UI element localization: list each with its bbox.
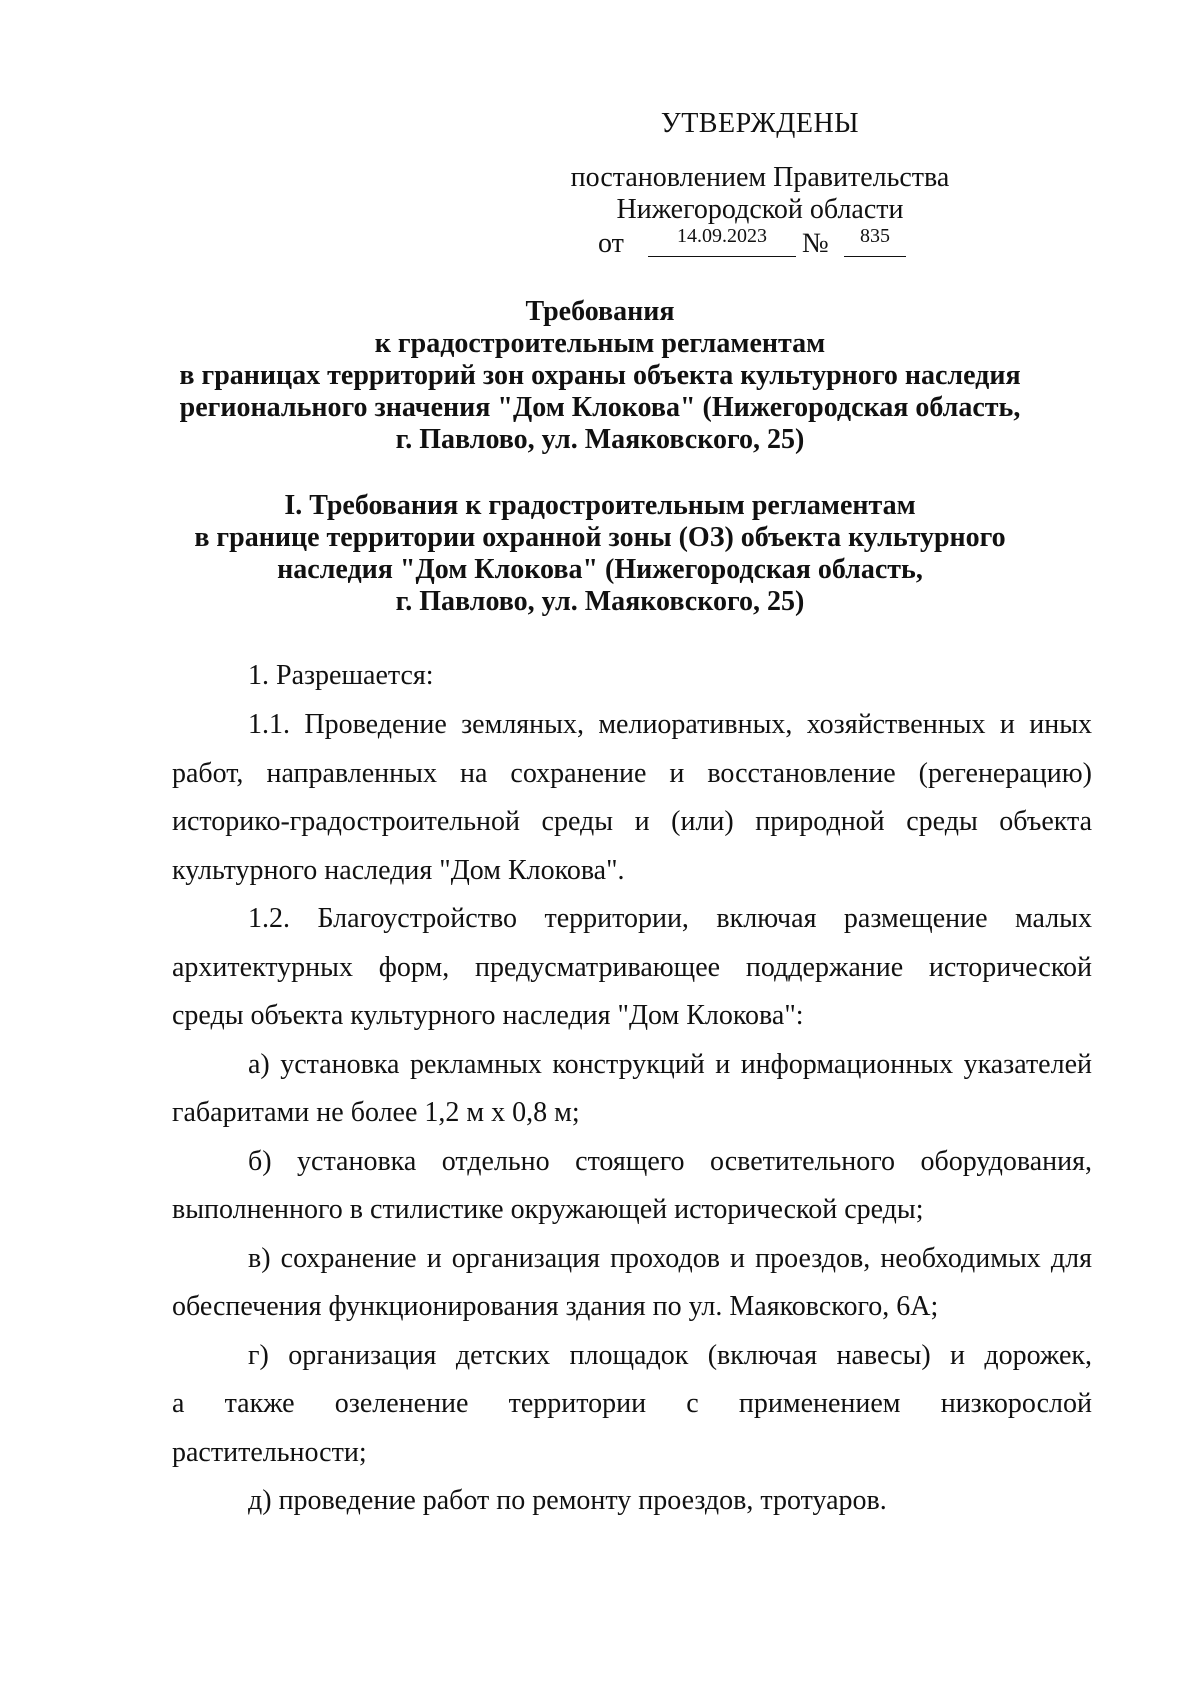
clause-1: 1. Разрешается:: [248, 660, 434, 691]
item-g-line3: растительности;: [172, 1436, 367, 1468]
date-prefix: от: [598, 228, 624, 259]
item-v: в) сохранение и организация проходов и проездов, необходимых для обеспечения функционирования здания по ул. Маяковского, 6А;: [172, 1242, 1092, 1322]
item-g-line1: г) организация детских площадок (включая навесы) и дорожек,: [248, 1339, 1092, 1371]
title-line: в границах территорий зон охраны объекта культурного наследия: [179, 360, 1021, 391]
approval-heading: УТВЕРЖДЕНЫ: [660, 108, 860, 139]
number-sign: №: [802, 228, 829, 259]
section-title-line: I. Требования к градостроительным регламентам: [284, 490, 916, 521]
title-line: Требования: [525, 296, 675, 327]
clause-1-2: 1.2. Благоустройство территории, включая размещение малых архитектурных форм, предусматривающее поддержание исторической среды объекта культурного наследия "Дом Клокова":: [172, 903, 1092, 1031]
item-g: [172, 1332, 1092, 1478]
approval-date: 14.09.2023: [648, 226, 796, 257]
approval-date-line: [540, 226, 980, 260]
approval-line-resolution: постановлением Правительства: [570, 162, 950, 193]
section-title-line: г. Павлово, ул. Маяковского, 25): [395, 586, 805, 617]
title-line: к градостроительным регламентам: [374, 328, 826, 359]
clause-1-1: 1.1. Проведение земляных, мелиоративных, хозяйственных и иных работ, направленных на сохранение и восстановление (регенерацию) историко-градостроительной среды и (или) природной среды объекта культурного наследия "Дом Клокова".: [172, 709, 1092, 886]
approval-line-region: Нижегородской области: [616, 194, 904, 225]
item-d: д) проведение работ по ремонту проездов, тротуаров.: [248, 1485, 887, 1516]
item-a: а) установка рекламных конструкций и информационных указателей габаритами не более 1,2 м х 0,8 м;: [172, 1048, 1092, 1128]
item-b: б) установка отдельно стоящего осветительного оборудования, выполненного в стилистике окружающей исторической среды;: [172, 1145, 1092, 1225]
title-line: регионального значения "Дом Клокова" (Нижегородская область,: [179, 392, 1021, 423]
approval-number: 835: [844, 226, 906, 257]
section-title: [120, 490, 1080, 618]
document-body: [172, 652, 1092, 1526]
document-title: [120, 296, 1080, 456]
section-title-line: в границе территории охранной зоны (ОЗ) объекта культурного: [194, 522, 1006, 553]
item-g-line2: а также озеленение территории с применением низкорослой: [172, 1388, 1092, 1419]
section-title-line: наследия "Дом Клокова" (Нижегородская область,: [277, 554, 923, 585]
approval-block: [540, 108, 980, 260]
title-line: г. Павлово, ул. Маяковского, 25): [395, 424, 805, 455]
